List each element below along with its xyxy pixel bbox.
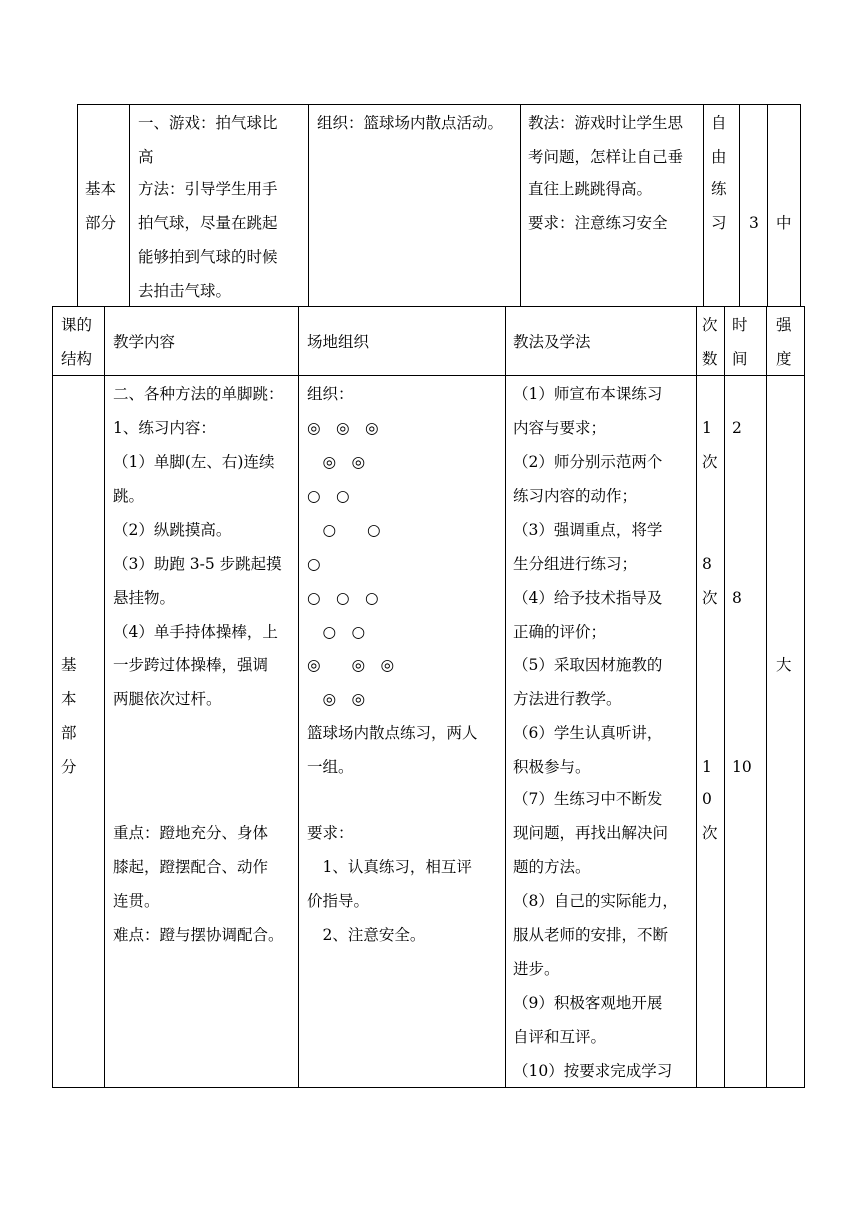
top-times-char: 由 (711, 148, 727, 166)
method-line: （5）采取因材施教的 (513, 656, 663, 674)
formation-row: ◎ ◎ ◎ (307, 419, 379, 437)
top-organization: 组织：篮球场内散点活动。 (317, 114, 504, 132)
method-line: （9）积极客观地开展 (513, 994, 663, 1012)
method-line: 生分组进行练习； (513, 555, 638, 573)
top-method-line: 考问题，怎样让自己垂 (528, 148, 684, 166)
section-char: 本 (61, 690, 77, 708)
header-method: 教法及学法 (513, 333, 591, 351)
content-line: 二、各种方法的单脚跳： (113, 385, 284, 403)
method-line: （4）给予技术指导及 (513, 589, 663, 607)
times-char: 8 (702, 555, 712, 573)
organization-note-line: 一组。 (307, 758, 354, 776)
top-method-line: 要求：注意练习安全 (528, 214, 668, 232)
formation-row: ○ ○ ○ (307, 589, 379, 607)
section-char: 部 (61, 724, 77, 742)
times-char: 1 (702, 419, 712, 437)
requirement-line: 1、认真练习，相互评 (307, 858, 472, 876)
method-line: 内容与要求； (513, 419, 607, 437)
intensity-value: 大 (776, 656, 792, 674)
method-line: 方法进行教学。 (513, 690, 622, 708)
top-content-line: 方法：引导学生用手 (138, 180, 278, 198)
times-char: 1 (702, 758, 712, 776)
top-content-line: 去拍击气球。 (138, 282, 232, 300)
header-times: 数 (702, 350, 718, 368)
method-line: （8）自己的实际能力， (513, 892, 678, 910)
header-structure: 课的 (61, 316, 93, 334)
formation-row: ◎ ◎ ◎ (307, 656, 395, 674)
content-line: （2）纵跳摸高。 (113, 521, 232, 539)
method-line: 题的方法。 (513, 858, 591, 876)
top-times-char: 习 (711, 214, 727, 232)
section-char: 分 (61, 758, 77, 776)
key-point-line: 膝起，蹬摆配合、动作 (113, 858, 269, 876)
method-line: （2）师分别示范两个 (513, 453, 663, 471)
top-intensity: 中 (776, 214, 792, 232)
formation-row: ◎ ◎ (307, 690, 366, 708)
header-organization: 场地组织 (307, 333, 370, 351)
content-line: 一步跨过体操棒，强调 (113, 656, 269, 674)
method-line: 正确的评价； (513, 623, 607, 641)
header-intensity: 度 (776, 350, 792, 368)
content-line: 跳。 (113, 487, 145, 505)
content-line: （3）助跑 3-5 步跳起摸 (113, 555, 282, 573)
key-point-line: 难点：蹬与摆协调配合。 (113, 926, 284, 944)
requirement-line: 2、注意安全。 (307, 926, 426, 944)
content-line: （4）单手持体操棒，上 (113, 623, 278, 641)
duration-value: 8 (732, 589, 742, 607)
top-content-line: 一、游戏：拍气球比 (138, 114, 278, 132)
content-line: 两腿依次过杆。 (113, 690, 222, 708)
content-line: （1）单脚(左、右)连续 (113, 453, 275, 471)
header-intensity: 强 (776, 316, 792, 334)
method-line: 自评和互评。 (513, 1028, 607, 1046)
header-content: 教学内容 (113, 333, 176, 351)
header-structure: 结构 (61, 350, 93, 368)
header-duration: 时 (732, 316, 748, 334)
top-times-char: 自 (711, 114, 727, 132)
method-line: （3）强调重点，将学 (513, 521, 663, 539)
organization-label: 组织： (307, 385, 354, 403)
times-char: 次 (702, 453, 718, 471)
method-line: 服从老师的安排，不断 (513, 926, 669, 944)
formation-row: ◎ ◎ (307, 453, 366, 471)
header-times: 次 (702, 316, 718, 334)
duration-value: 2 (732, 419, 742, 437)
duration-value: 10 (732, 758, 752, 776)
method-line: （10）按要求完成学习 (513, 1062, 673, 1080)
top-content-line: 拍气球，尽量在跳起 (138, 214, 278, 232)
top-duration: 3 (749, 214, 759, 232)
organization-note-line: 篮球场内散点练习，两人 (307, 724, 478, 742)
section-char: 基 (61, 656, 77, 674)
formation-row: ○ ○ (307, 623, 366, 641)
key-point-line: 重点：蹬地充分、身体 (113, 824, 269, 842)
top-method-line: 教法：游戏时让学生思 (528, 114, 684, 132)
formation-row: ○ (307, 555, 321, 573)
method-line: （1）师宣布本课练习 (513, 385, 663, 403)
formation-row: ○ ○ (307, 487, 350, 505)
times-char: 次 (702, 589, 718, 607)
top-content-line: 能够拍到气球的时候 (138, 248, 278, 266)
method-line: 现问题，再找出解决问 (513, 824, 669, 842)
top-method-line: 直往上跳跳得高。 (528, 180, 653, 198)
top-content-line: 高 (138, 148, 154, 166)
times-char: 0 (702, 790, 712, 808)
top-section-label-2: 部分 (85, 214, 117, 232)
content-line: 1、练习内容： (113, 419, 216, 437)
top-times-char: 练 (711, 180, 727, 198)
method-line: 练习内容的动作； (513, 487, 638, 505)
formation-row: ○ ○ (307, 521, 381, 539)
method-line: （6）学生认真听讲， (513, 724, 663, 742)
method-line: 积极参与。 (513, 758, 591, 776)
key-point-line: 连贯。 (113, 892, 160, 910)
top-section-label-1: 基本 (85, 180, 117, 198)
requirements-label: 要求： (307, 824, 354, 842)
method-line: 进步。 (513, 960, 560, 978)
times-char: 次 (702, 824, 718, 842)
method-line: （7）生练习中不断发 (513, 790, 663, 808)
content-line: 悬挂物。 (113, 589, 176, 607)
requirement-line: 价指导。 (307, 892, 370, 910)
header-duration: 间 (732, 350, 748, 368)
